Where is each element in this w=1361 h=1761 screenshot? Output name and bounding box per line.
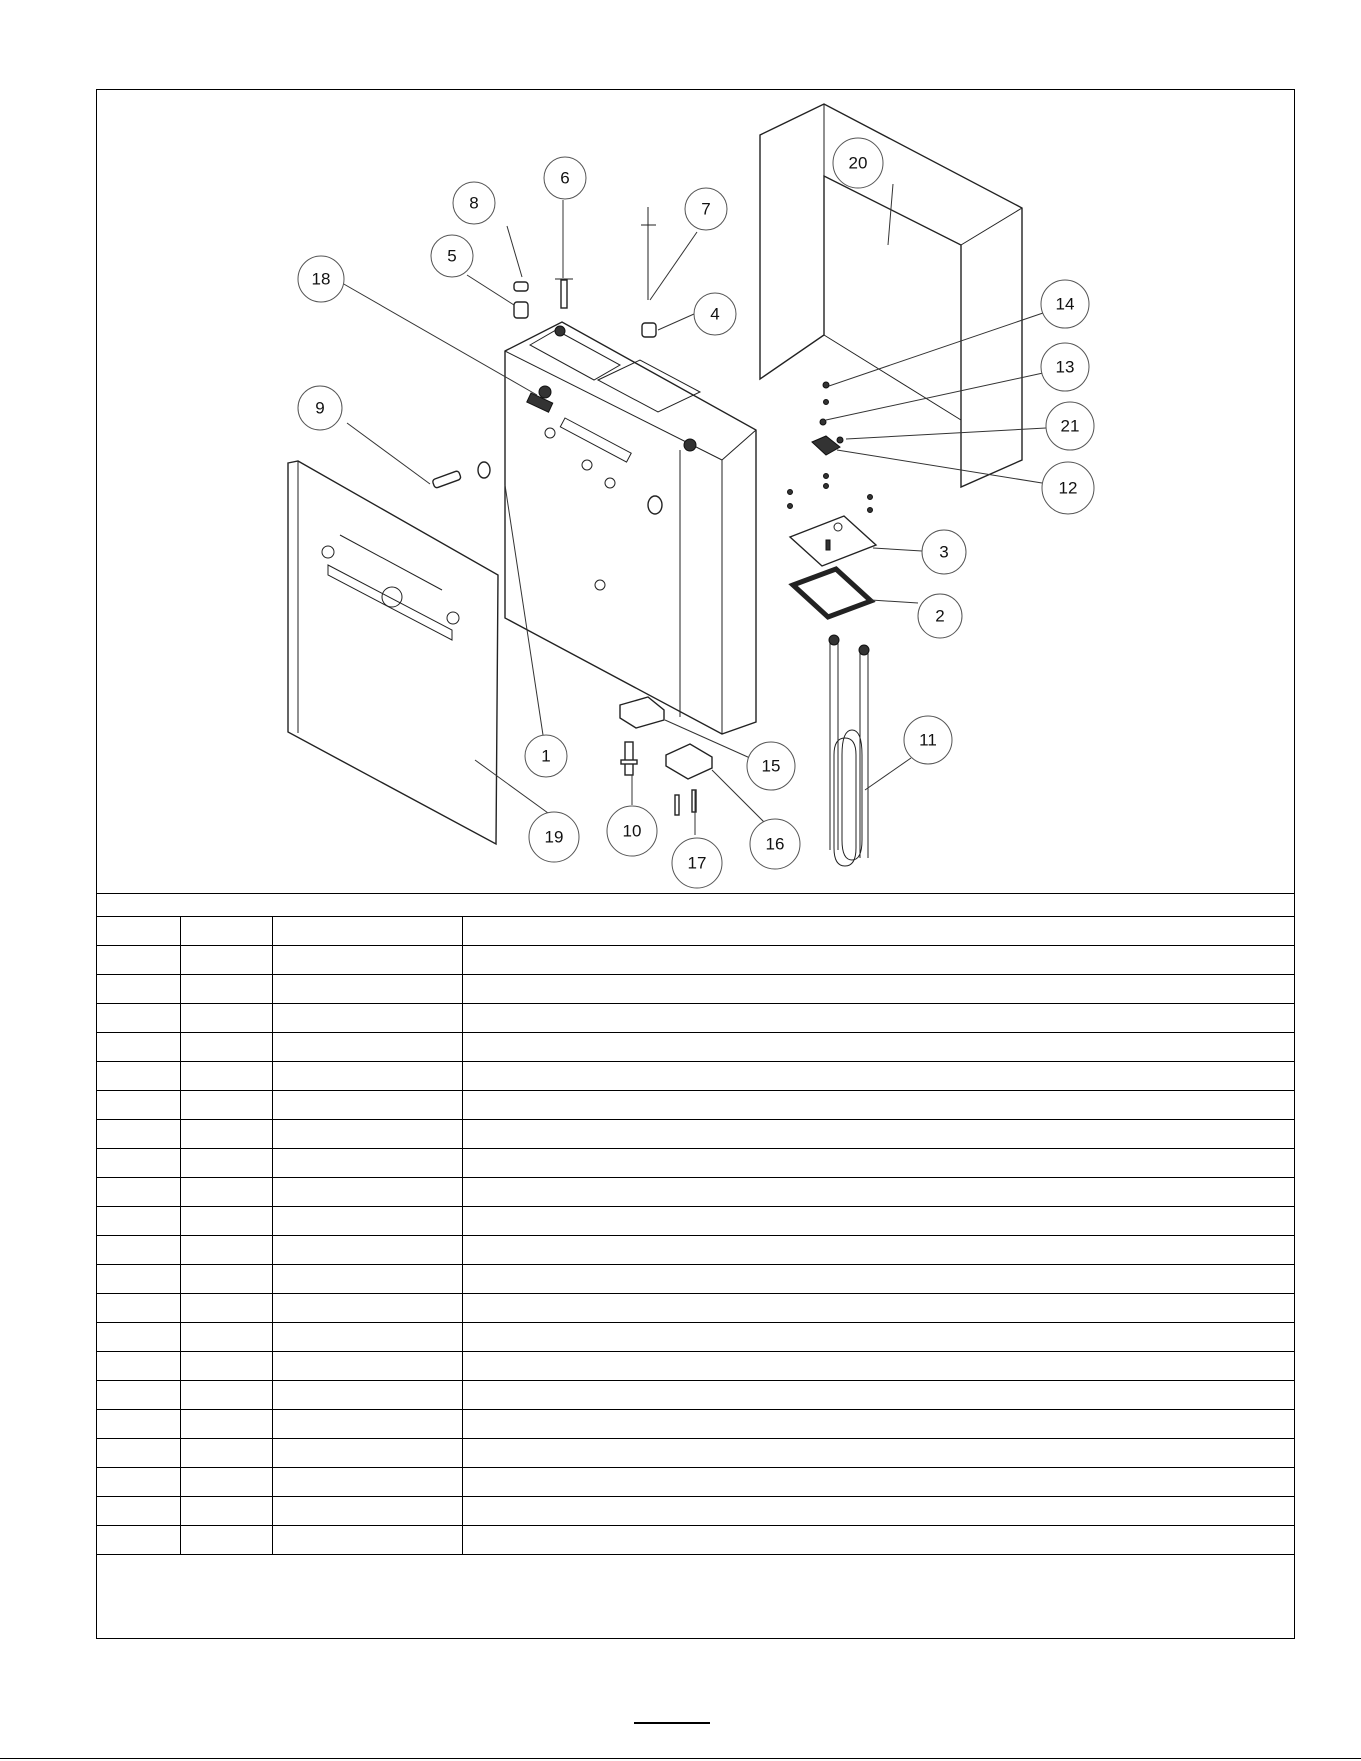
svg-text:12: 12 xyxy=(1058,478,1078,498)
table-cell xyxy=(273,1091,463,1120)
svg-text:5: 5 xyxy=(447,246,457,266)
svg-text:3: 3 xyxy=(939,542,949,562)
table-cell xyxy=(273,1004,463,1033)
table-cell xyxy=(273,975,463,1004)
table-row xyxy=(97,1294,1295,1323)
svg-text:11: 11 xyxy=(919,730,937,750)
table-cell xyxy=(463,1294,1295,1323)
part-4-fitting xyxy=(642,323,656,337)
table-cell xyxy=(97,1091,181,1120)
svg-text:1: 1 xyxy=(541,746,551,766)
table-cell xyxy=(181,1149,273,1178)
table-cell xyxy=(181,1352,273,1381)
table-cell xyxy=(181,975,273,1004)
table-cell xyxy=(181,1468,273,1497)
table-cell xyxy=(463,1352,1295,1381)
table-cell xyxy=(463,1439,1295,1468)
part-19-front-cover xyxy=(288,461,498,844)
part-14-screw xyxy=(823,382,829,405)
table-cell xyxy=(273,1178,463,1207)
table-row xyxy=(97,1236,1295,1265)
table-cell xyxy=(97,1236,181,1265)
table-cell xyxy=(97,1120,181,1149)
table-cell xyxy=(97,1033,181,1062)
table-cell xyxy=(181,1091,273,1120)
callout-8 xyxy=(453,182,495,224)
part-5-fitting xyxy=(514,302,528,318)
table-row xyxy=(97,1468,1295,1497)
svg-text:4: 4 xyxy=(710,304,720,324)
table-cell xyxy=(463,1207,1295,1236)
svg-text:17: 17 xyxy=(687,853,707,873)
svg-text:7: 7 xyxy=(701,199,711,219)
svg-text:16: 16 xyxy=(765,834,785,854)
parts-list-table xyxy=(96,893,1295,1555)
svg-text:2: 2 xyxy=(935,606,945,626)
bottom-edge-rule xyxy=(0,1758,1361,1759)
table-cell xyxy=(97,946,181,975)
table-cell xyxy=(463,917,1295,946)
part-13-screw xyxy=(820,419,826,425)
table-row xyxy=(97,1497,1295,1526)
svg-text:20: 20 xyxy=(848,153,868,173)
callout-11 xyxy=(904,716,952,764)
table-cell xyxy=(97,1323,181,1352)
table-cell xyxy=(97,975,181,1004)
callout-13 xyxy=(1041,343,1089,391)
table-row xyxy=(97,1033,1295,1062)
table-cell xyxy=(97,1265,181,1294)
table-cell xyxy=(273,1410,463,1439)
table-row xyxy=(97,1352,1295,1381)
table-cell xyxy=(181,1439,273,1468)
svg-text:15: 15 xyxy=(761,756,781,776)
table-cell xyxy=(181,1410,273,1439)
svg-text:13: 13 xyxy=(1055,357,1075,377)
table-cell xyxy=(463,975,1295,1004)
table-cell xyxy=(273,1468,463,1497)
part-9-valve xyxy=(432,462,490,488)
table-cell xyxy=(273,1207,463,1236)
table-cell xyxy=(181,1497,273,1526)
svg-text:19: 19 xyxy=(544,827,564,847)
callout-4 xyxy=(694,293,736,335)
callout-18 xyxy=(298,256,344,302)
table-row xyxy=(97,1381,1295,1410)
table-cell xyxy=(463,1062,1295,1091)
table-cell xyxy=(273,1236,463,1265)
table-cell xyxy=(97,1497,181,1526)
table-cell xyxy=(463,1004,1295,1033)
callout-17 xyxy=(672,838,722,888)
callout-20 xyxy=(833,138,883,188)
callout-15 xyxy=(747,742,795,790)
table-cell xyxy=(181,1004,273,1033)
table-cell xyxy=(273,1439,463,1468)
table-cell xyxy=(273,1294,463,1323)
table-cell xyxy=(463,1091,1295,1120)
table-cell xyxy=(181,1207,273,1236)
table-cell xyxy=(273,1323,463,1352)
table-cell xyxy=(97,1381,181,1410)
table-cell xyxy=(463,1265,1295,1294)
table-cell xyxy=(273,1497,463,1526)
svg-text:8: 8 xyxy=(469,193,479,213)
callout-7 xyxy=(685,188,727,230)
svg-text:10: 10 xyxy=(622,821,642,841)
table-cell xyxy=(463,1497,1295,1526)
table-cell xyxy=(181,1381,273,1410)
table-cell xyxy=(181,1294,273,1323)
table-cell xyxy=(97,1004,181,1033)
part-8-elbow xyxy=(514,282,528,291)
table-cell xyxy=(273,946,463,975)
part-21-washer xyxy=(837,437,843,443)
part-12-thermostat xyxy=(788,436,873,513)
table-cell xyxy=(181,1178,273,1207)
table-row xyxy=(97,1062,1295,1091)
callout-5 xyxy=(431,235,473,277)
table-row xyxy=(97,1149,1295,1178)
table-cell xyxy=(273,1352,463,1381)
table-cell xyxy=(463,1526,1295,1555)
table-cell xyxy=(181,1236,273,1265)
part-15-bracket xyxy=(620,697,664,728)
table-cell xyxy=(97,1294,181,1323)
table-row xyxy=(97,1178,1295,1207)
table-cell xyxy=(97,1149,181,1178)
table-cell xyxy=(273,1062,463,1091)
table-row xyxy=(97,1410,1295,1439)
table-cell xyxy=(181,1323,273,1352)
table-cell xyxy=(181,1526,273,1555)
table-cell xyxy=(463,1381,1295,1410)
table-title-row xyxy=(97,894,1295,917)
table-cell xyxy=(273,1120,463,1149)
table-row xyxy=(97,917,1295,946)
callout-12 xyxy=(1042,462,1094,514)
table-cell xyxy=(97,1410,181,1439)
callout-21 xyxy=(1046,402,1094,450)
svg-text:21: 21 xyxy=(1060,416,1080,436)
part-10-sensor xyxy=(621,742,637,775)
table-cell xyxy=(181,946,273,975)
table-row xyxy=(97,1323,1295,1352)
part-17-pins xyxy=(675,790,696,815)
part-16-relay xyxy=(666,744,712,779)
table-cell xyxy=(273,1149,463,1178)
table-cell xyxy=(463,1149,1295,1178)
part-7-probe xyxy=(641,207,656,300)
part-2-gasket xyxy=(793,569,871,617)
svg-text:9: 9 xyxy=(315,398,325,418)
part-3-cover-plate xyxy=(790,516,876,566)
table-cell xyxy=(97,894,1295,917)
svg-text:6: 6 xyxy=(560,168,570,188)
callout-1 xyxy=(525,735,567,777)
table-cell xyxy=(97,1468,181,1497)
table-cell xyxy=(463,1120,1295,1149)
table-cell xyxy=(463,946,1295,975)
table-cell xyxy=(463,1468,1295,1497)
table-row xyxy=(97,1526,1295,1555)
table-cell xyxy=(181,1120,273,1149)
table-row xyxy=(97,1439,1295,1468)
callout-10 xyxy=(607,806,657,856)
part-6-sensor xyxy=(555,279,573,308)
callout-9 xyxy=(298,386,342,430)
table-cell xyxy=(463,1236,1295,1265)
part-20-shroud xyxy=(760,104,1022,487)
table-row xyxy=(97,1265,1295,1294)
table-cell xyxy=(273,917,463,946)
table-cell xyxy=(273,1526,463,1555)
callout-3 xyxy=(922,530,966,574)
part-1-tank xyxy=(505,322,756,734)
table-row xyxy=(97,946,1295,975)
table-cell xyxy=(463,1033,1295,1062)
callout-6 xyxy=(544,157,586,199)
table-cell xyxy=(97,1178,181,1207)
table-row xyxy=(97,1004,1295,1033)
table-cell xyxy=(273,1033,463,1062)
svg-text:14: 14 xyxy=(1055,294,1075,314)
table-cell xyxy=(181,1062,273,1091)
table-cell xyxy=(463,1323,1295,1352)
table-row xyxy=(97,975,1295,1004)
table-cell xyxy=(181,1265,273,1294)
table-cell xyxy=(97,1062,181,1091)
table-row xyxy=(97,1091,1295,1120)
table-cell xyxy=(97,1439,181,1468)
callout-14 xyxy=(1041,280,1089,328)
callout-19 xyxy=(529,812,579,862)
callout-2 xyxy=(918,594,962,638)
table-cell xyxy=(463,1410,1295,1439)
table-cell xyxy=(181,1033,273,1062)
table-cell xyxy=(273,1265,463,1294)
callout-16 xyxy=(750,819,800,869)
page-number-rule xyxy=(634,1722,710,1724)
svg-text:18: 18 xyxy=(311,269,331,289)
table-cell xyxy=(97,1352,181,1381)
part-11-heating-element xyxy=(829,635,869,866)
table-cell xyxy=(273,1381,463,1410)
table-cell xyxy=(97,1526,181,1555)
table-cell xyxy=(181,917,273,946)
table-row xyxy=(97,1120,1295,1149)
table-row xyxy=(97,1207,1295,1236)
table-cell xyxy=(97,917,181,946)
table-cell xyxy=(463,1178,1295,1207)
table-cell xyxy=(97,1207,181,1236)
